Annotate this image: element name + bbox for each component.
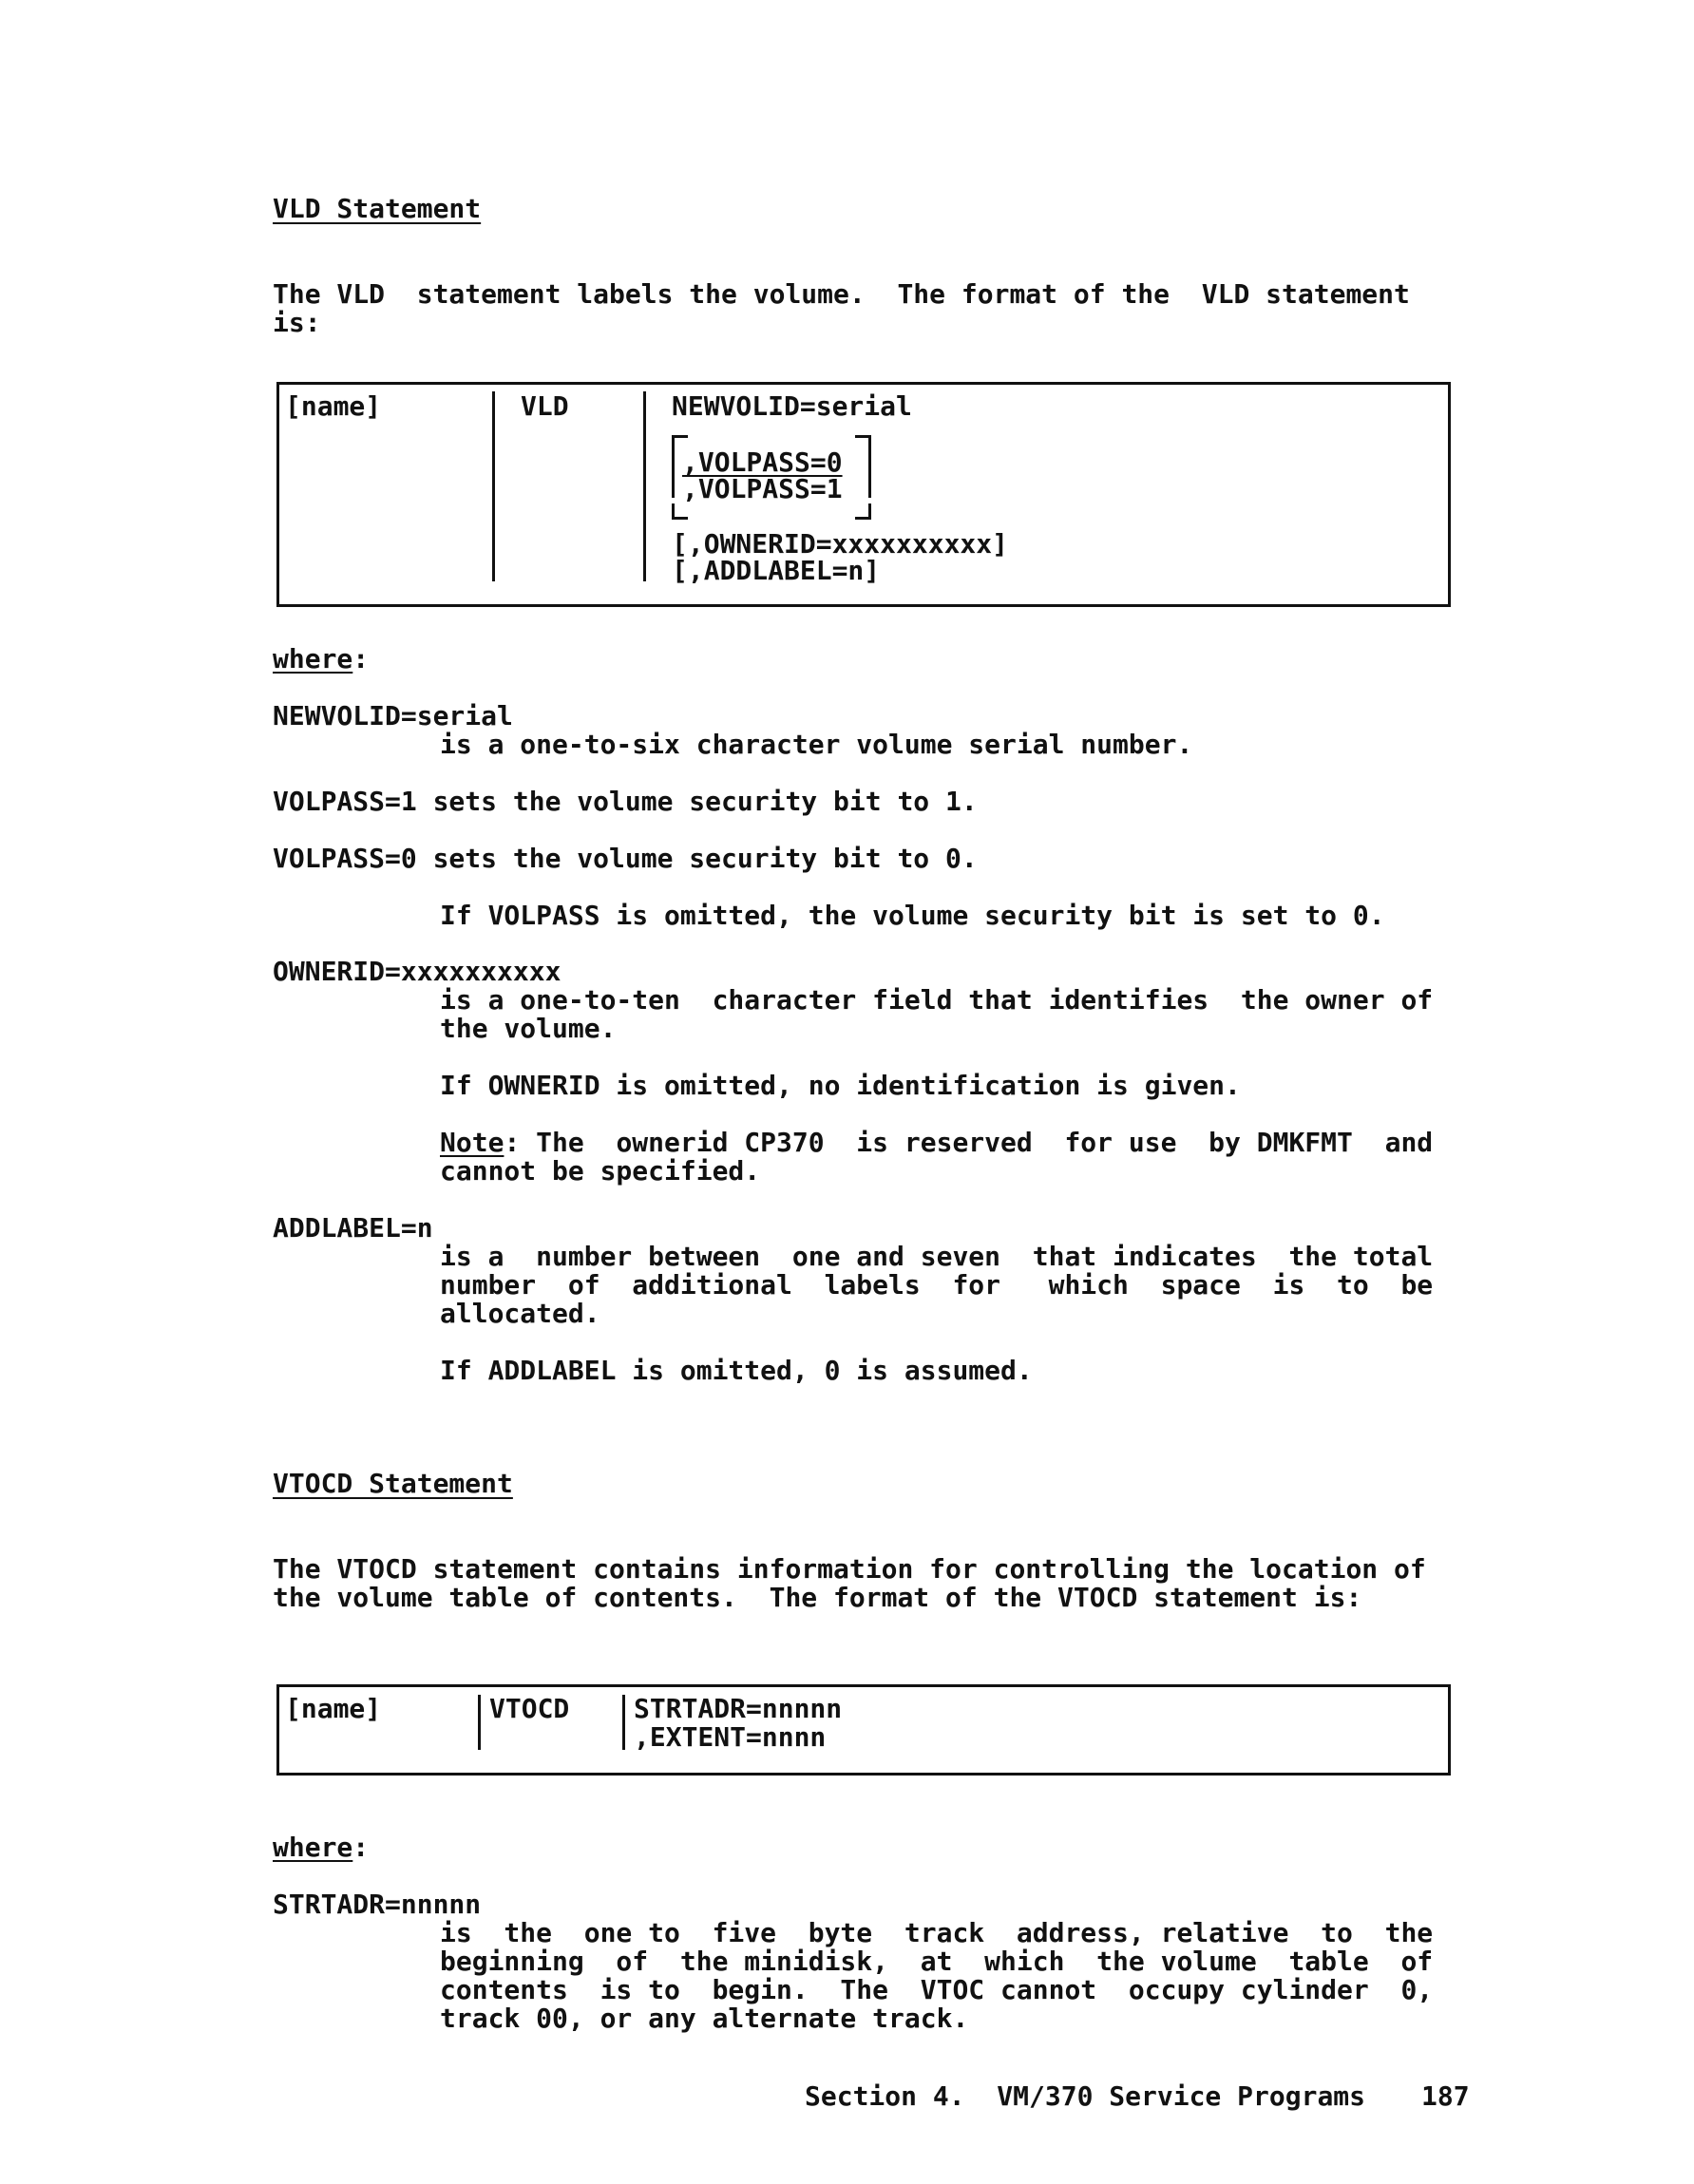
newvolid-term: NEWVOLID=serial [273,700,513,731]
vld-box-addlabel: [,ADDLABEL=n] [672,555,881,586]
vld-box-op: VLD [521,390,569,422]
vld-heading: VLD Statement [273,193,482,224]
vld-box-divider-1 [492,391,495,581]
ownerid-note-line-2: cannot be specified. [440,1155,761,1187]
vtocd-syntax-box [276,1684,1451,1776]
newvolid-description: is a one-to-six character volume serial number. [440,729,1193,760]
ownerid-description-1: is a one-to-ten character field that identifies the owner of [440,984,1434,1016]
strtadr-term: STRTADR=nnnnn [273,1889,482,1920]
vtocd-where-label: where: [273,1832,370,1863]
volpass0-line: VOLPASS=0 sets the volume security bit to 0. [273,843,978,874]
vtocd-box-extent: ,EXTENT=nnnn [634,1721,827,1753]
vld-box-volpass0: ,VOLPASS=0 [682,446,843,478]
vtocd-box-name: [name] [285,1693,382,1724]
footer-page-number: 187 [1421,2080,1470,2112]
vtocd-box-strtadr: STRTADR=nnnnn [634,1693,843,1724]
vld-box-divider-2 [643,391,646,581]
vld-intro-line2: is: [273,307,321,338]
volpass1-line: VOLPASS=1 sets the volume security bit to 1. [273,786,978,817]
vtocd-box-divider-2 [622,1695,625,1750]
ownerid-description-2: the volume. [440,1013,617,1044]
strtadr-description-3: contents is to begin. The VTOC cannot occupy cylinder 0, [440,1974,1434,2005]
volpass-omitted-note: If VOLPASS is omitted, the volume security bit is set to 0. [440,900,1385,931]
ownerid-term: OWNERID=xxxxxxxxxx [273,956,561,987]
vld-bracket-left [672,448,675,498]
addlabel-omitted-note: If ADDLABEL is omitted, 0 is assumed. [440,1355,1033,1386]
footer-section-title: Section 4. VM/370 Service Programs [805,2080,1366,2112]
ownerid-note-line-1: Note: The ownerid CP370 is reserved for use by DMKFMT and [440,1127,1434,1158]
vld-intro-line1: The VLD statement labels the volume. The format of the VLD statement [273,278,1410,310]
vld-bracket-bottom-left [672,503,688,520]
addlabel-description-1: is a number between one and seven that indicates the total [440,1241,1434,1272]
addlabel-description-2: number of additional labels for which space is to be [440,1269,1434,1301]
addlabel-description-3: allocated. [440,1298,600,1329]
vld-box-name: [name] [285,390,382,422]
vld-bracket-right [868,448,871,498]
vtocd-box-op: VTOCD [489,1693,570,1724]
strtadr-description-2: beginning of the minidisk, at which the volume table of [440,1946,1434,1977]
vld-box-volpass1: ,VOLPASS=1 [682,473,843,504]
vld-bracket-bottom-right [855,503,871,520]
strtadr-description-1: is the one to five byte track address, relative to the [440,1917,1434,1948]
vld-box-newvolid: NEWVOLID=serial [672,390,912,422]
strtadr-description-4: track 00, or any alternate track. [440,2003,969,2034]
vtocd-intro-line1: The VTOCD statement contains information for controlling the location of [273,1553,1426,1585]
ownerid-omitted-note: If OWNERID is omitted, no identification is given. [440,1070,1241,1101]
vld-box-ownerid: [,OWNERID=xxxxxxxxxx] [672,528,1009,560]
addlabel-term: ADDLABEL=n [273,1212,433,1244]
vld-where-label: where: [273,643,370,674]
vtocd-heading: VTOCD Statement [273,1468,513,1499]
vtocd-box-divider-1 [478,1695,481,1750]
vtocd-intro-line2: the volume table of contents. The format of the VTOCD statement is: [273,1582,1362,1613]
